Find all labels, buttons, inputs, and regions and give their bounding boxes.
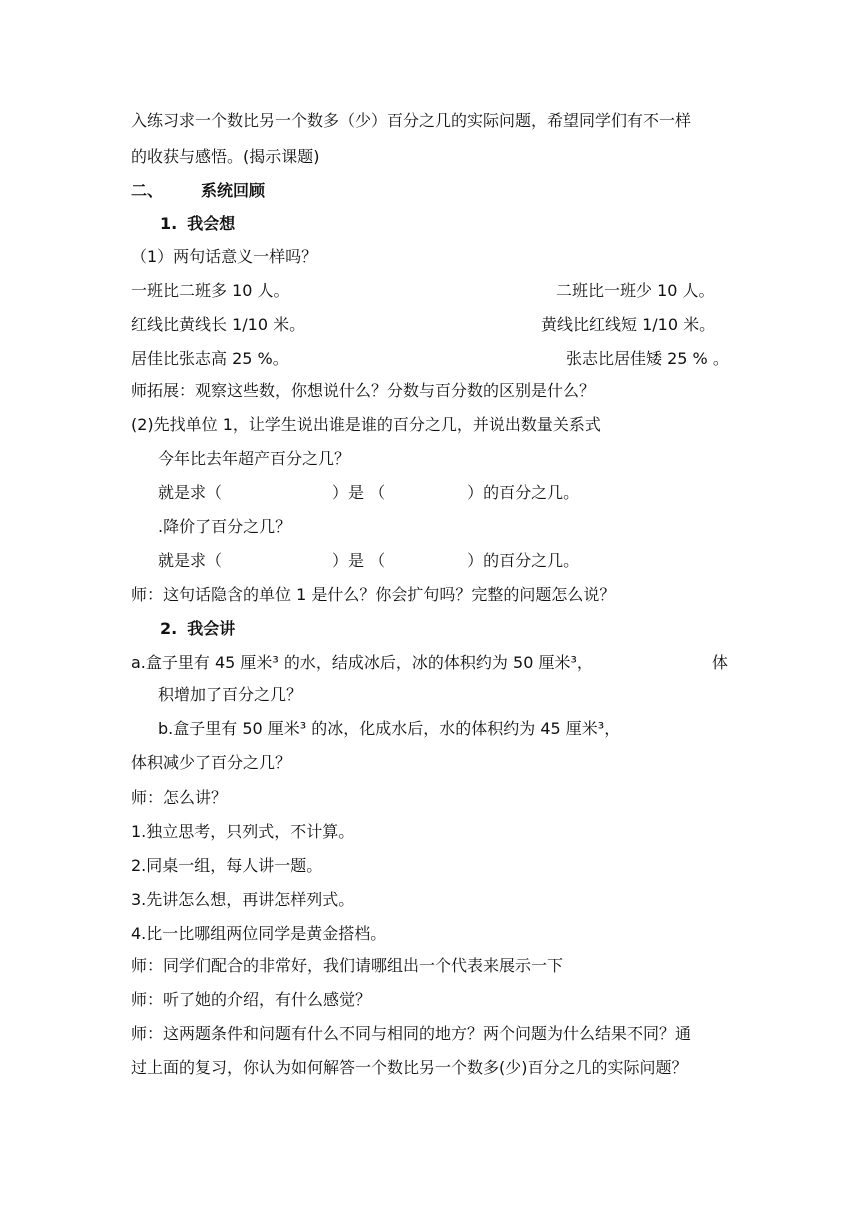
teacher-line: 师：怎么讲？ <box>131 788 228 807</box>
problem-b-line: b.盒子里有 50 厘米³ 的冰，化成水后，水的体积约为 45 厘米³， <box>158 719 621 738</box>
step-line: 4.比一比哪组两位同学是黄金搭档。 <box>131 924 387 943</box>
teacher-line: 师：这两题条件和问题有什么不同与相同的地方？两个问题为什么结果不同？通 <box>131 1024 692 1043</box>
answer-line: 就是求（ ）是 （ ）的百分之几。 <box>158 483 580 502</box>
pair-left: 红线比黄线长 1/10 米。 <box>131 315 306 334</box>
step-line: 3.先讲怎么想，再讲怎样列式。 <box>131 890 355 909</box>
problem-a-line: a.盒子里有 45 厘米³ 的水，结成冰后，冰的体积约为 50 厘米³， <box>131 653 593 672</box>
teacher-line: 师：这句话隐含的单位 1 是什么？你会扩句吗？完整的问题怎么说？ <box>131 585 616 604</box>
subsection-heading <box>160 213 235 235</box>
pair-right: 二班比一班少 10 人。 <box>556 281 715 300</box>
question-line: （1）两句话意义一样吗？ <box>131 247 318 266</box>
teacher-line: 师：听了她的介绍，有什么感觉？ <box>131 990 372 1009</box>
subsection-number: 1. <box>160 214 178 233</box>
section-heading <box>131 180 265 202</box>
pair-left: 居佳比张志高 25 %。 <box>131 349 289 368</box>
subsection-title: 我会想 <box>187 214 236 233</box>
question-line: 今年比去年超产百分之几？ <box>158 449 351 468</box>
step-line: 1.独立思考，只列式，不计算。 <box>131 822 355 841</box>
section-number: 二、 <box>131 181 164 200</box>
pair-right: 黄线比红线短 1/10 米。 <box>541 315 716 334</box>
problem-a-line: 积增加了百分之几？ <box>158 685 303 704</box>
step-line: 2.同桌一组，每人讲一题。 <box>131 856 323 875</box>
question-line: (2)先找单位 1，让学生说出谁是谁的百分之几，并说出数量关系式 <box>131 415 601 434</box>
answer-line: 就是求（ ）是 （ ）的百分之几。 <box>158 551 580 570</box>
problem-b-line: 体积减少了百分之几？ <box>131 753 292 772</box>
subsection-heading <box>160 618 235 640</box>
section-title: 系统回顾 <box>201 181 266 200</box>
subsection-number: 2. <box>160 619 178 638</box>
paragraph-line: 入练习求一个数比另一个数多（少）百分之几的实际问题，希望同学们有不一样 <box>131 111 692 130</box>
question-line: .降价了百分之几？ <box>158 517 292 536</box>
teacher-line: 过上面的复习，你认为如何解答一个数比另一个数多(少)百分之几的实际问题？ <box>131 1058 688 1077</box>
pair-left: 一班比二班多 10 人。 <box>131 281 290 300</box>
problem-a-line-end: 体 <box>712 653 729 672</box>
subsection-title: 我会讲 <box>187 619 236 638</box>
teacher-line: 师拓展：观察这些数，你想说什么？分数与百分数的区别是什么？ <box>131 381 596 400</box>
paragraph-line: 的收获与感悟。(揭示课题) <box>131 147 320 166</box>
pair-right: 张志比居佳矮 25 % 。 <box>566 349 729 368</box>
teacher-line: 师：同学们配合的非常好，我们请哪组出一个代表来展示一下 <box>131 956 564 975</box>
